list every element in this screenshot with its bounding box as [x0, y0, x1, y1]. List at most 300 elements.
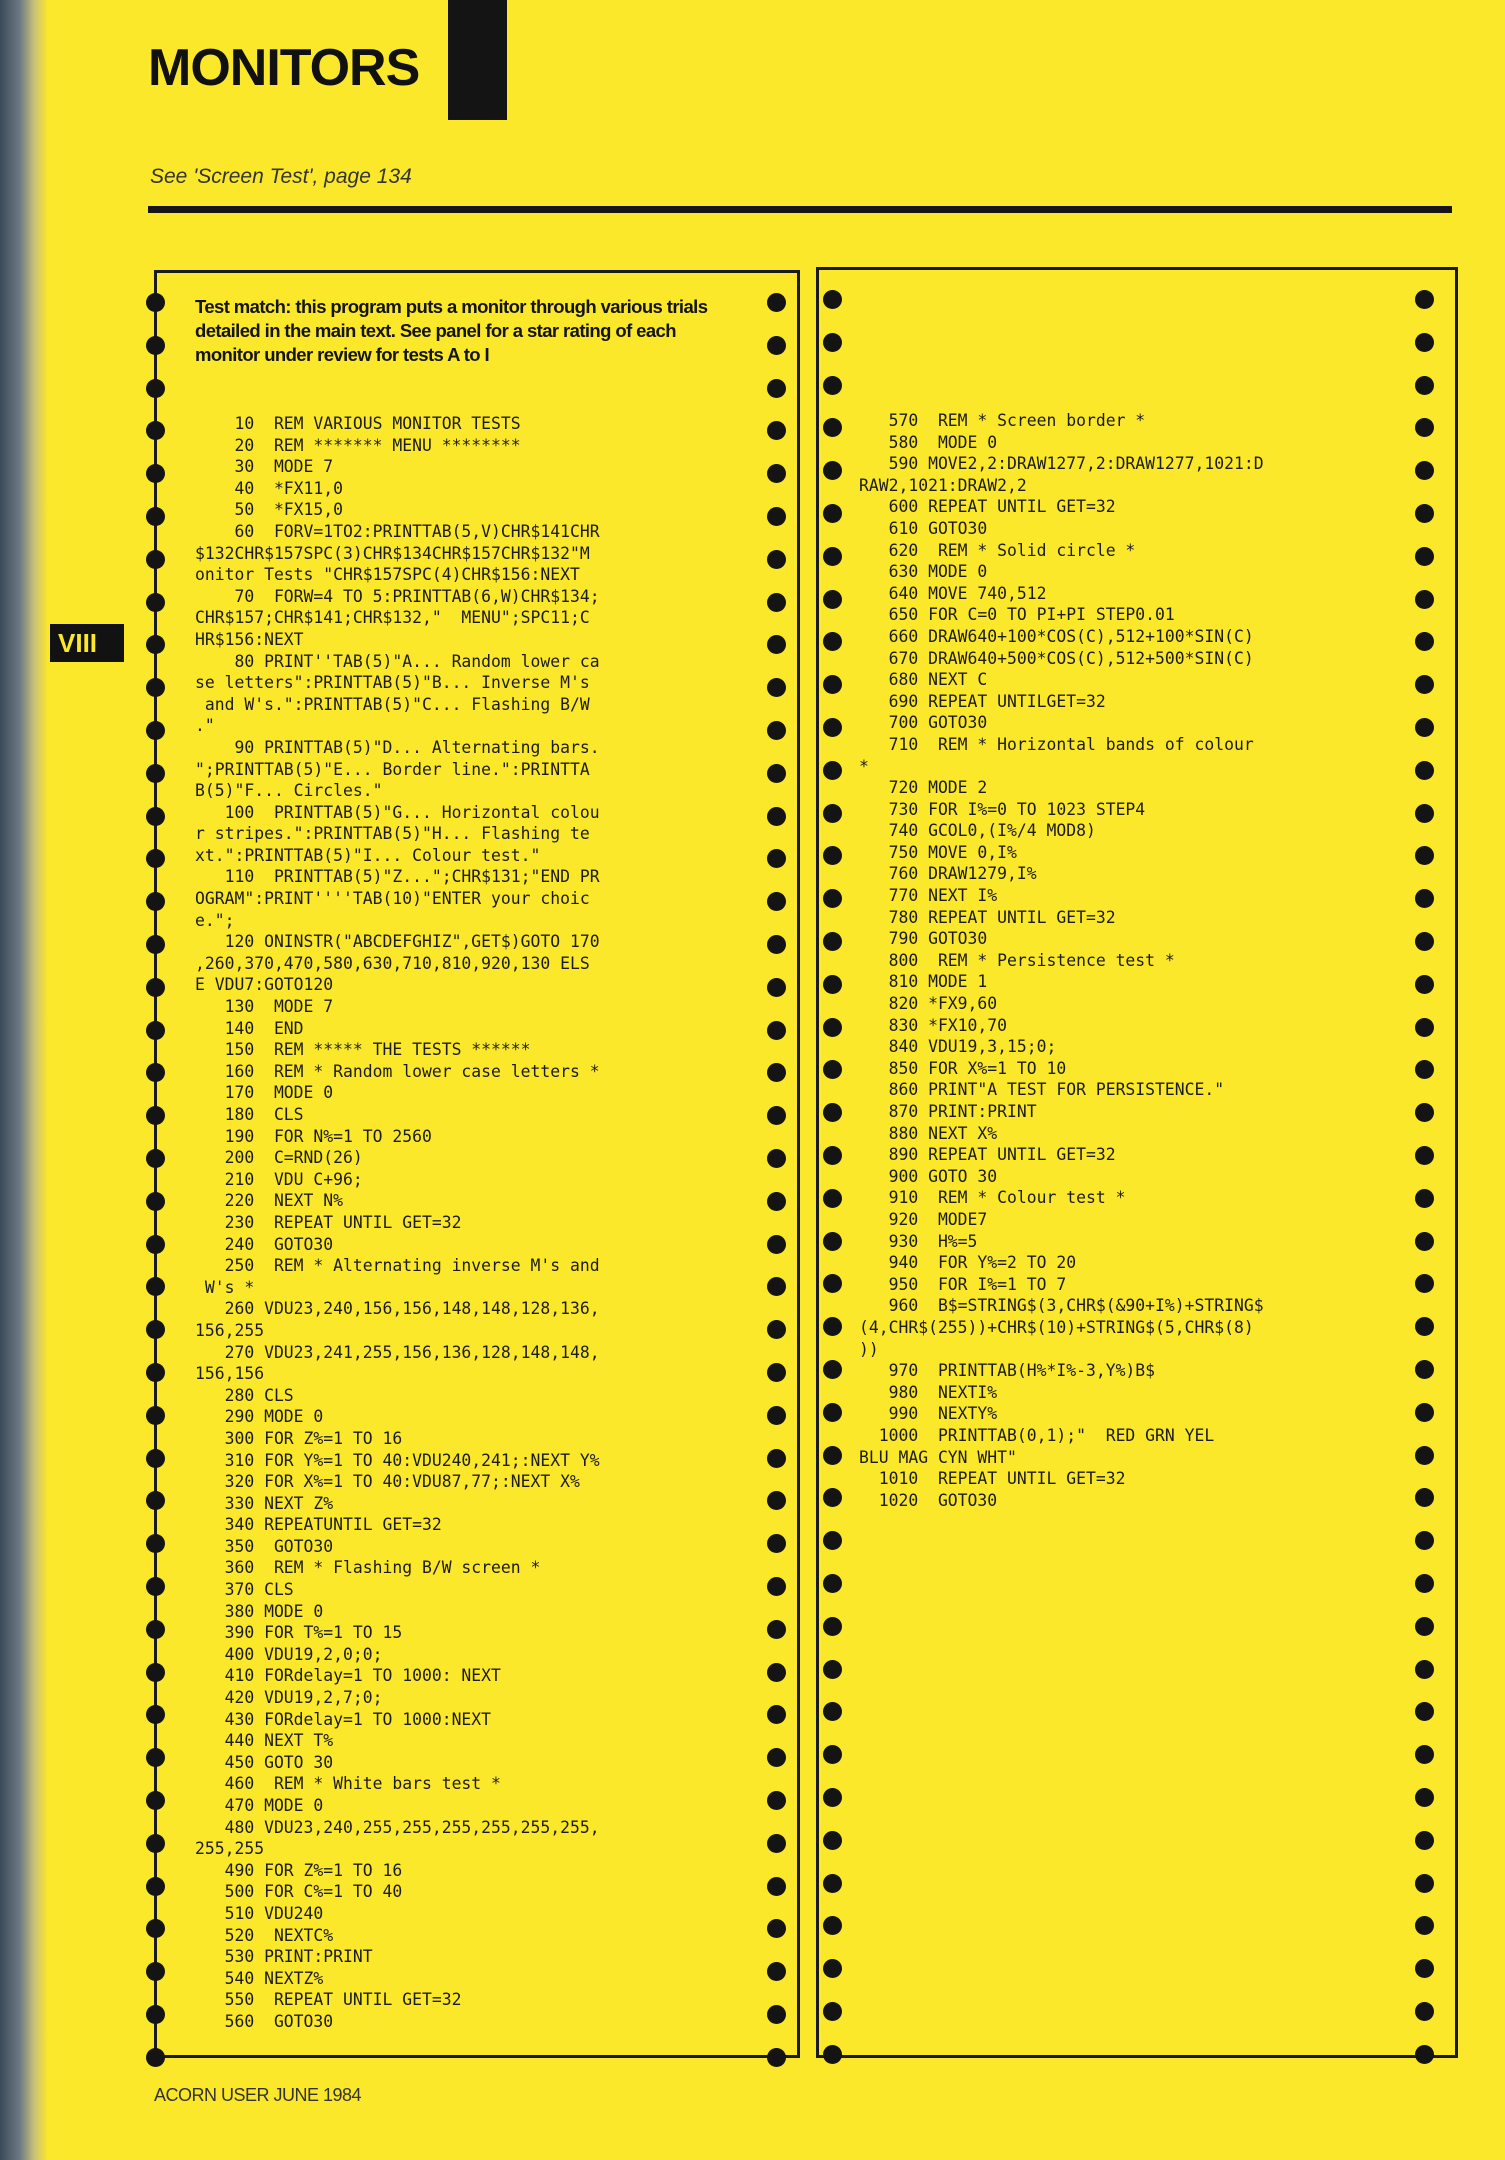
code-line: 950 FOR I%=1 TO 7 — [859, 1274, 1067, 1294]
sprocket-hole — [146, 379, 165, 398]
code-line: 530 PRINT:PRINT — [195, 1947, 373, 1967]
sprocket-hole — [1415, 1232, 1434, 1251]
sprocket-hole — [823, 590, 842, 609]
sprocket-hole — [1415, 1103, 1434, 1122]
sprocket-hole — [767, 1320, 786, 1339]
sprocket-hole — [1415, 1660, 1434, 1679]
sprocket-hole — [146, 635, 165, 654]
code-line: 960 B$=STRING$(3,CHR$(&90+I%)+STRING$ — [859, 1296, 1264, 1316]
code-line: 255,255 — [195, 1839, 265, 1859]
sprocket-hole — [1415, 1488, 1434, 1507]
code-line: 150 REM ***** THE TESTS ****** — [195, 1040, 531, 1060]
code-line: 680 NEXT C — [859, 670, 988, 690]
code-line: 470 MODE 0 — [195, 1796, 324, 1815]
code-line: 1010 REPEAT UNTIL GET=32 — [859, 1469, 1126, 1489]
sprocket-hole — [767, 1106, 786, 1125]
sprocket-hole — [1415, 1916, 1434, 1935]
code-line: e."; — [195, 910, 235, 930]
sprocket-hole — [823, 846, 842, 865]
sprocket-hole — [1415, 932, 1434, 951]
sprocket-hole — [146, 1320, 165, 1339]
code-line: 770 NEXT I% — [859, 886, 998, 906]
sprocket-holes-right — [1415, 270, 1439, 2055]
code-line: se letters":PRINTTAB(5)"B... Inverse M's — [195, 673, 590, 693]
code-line: 20 REM ******* MENU ******** — [195, 435, 521, 455]
sprocket-hole — [1415, 1788, 1434, 1807]
code-line: 280 CLS — [195, 1385, 294, 1405]
sprocket-hole — [767, 1919, 786, 1938]
sprocket-hole — [146, 1406, 165, 1425]
sprocket-hole — [823, 889, 842, 908]
code-line: 570 REM * Screen border * — [859, 411, 1146, 430]
sprocket-hole — [1415, 1831, 1434, 1850]
sprocket-hole — [823, 675, 842, 694]
sprocket-hole — [823, 1745, 842, 1764]
sprocket-hole — [1415, 675, 1434, 694]
sprocket-hole — [823, 547, 842, 566]
sprocket-hole — [1415, 1189, 1434, 1208]
sprocket-hole — [146, 1106, 165, 1125]
code-line: 156,156 — [195, 1364, 265, 1384]
sprocket-hole — [1415, 1959, 1434, 1978]
sprocket-hole — [1415, 2045, 1434, 2064]
sprocket-hole — [1415, 718, 1434, 737]
listing-panel-right — [816, 267, 1458, 2058]
code-line: 540 NEXTZ% — [195, 1968, 324, 1988]
sprocket-hole — [767, 336, 786, 355]
code-line: 140 END — [195, 1018, 304, 1038]
code-line: 780 REPEAT UNTIL GET=32 — [859, 907, 1116, 927]
sprocket-hole — [146, 1577, 165, 1596]
section-marker-bar — [448, 0, 507, 120]
code-line: 870 PRINT:PRINT — [859, 1102, 1037, 1121]
code-line: 156,255 — [195, 1320, 265, 1340]
sprocket-hole — [1415, 461, 1434, 480]
sprocket-hole — [767, 1277, 786, 1296]
sprocket-hole — [823, 1446, 842, 1465]
sprocket-hole — [146, 1534, 165, 1553]
code-line: 40 *FX11,0 — [195, 478, 344, 498]
sprocket-hole — [1415, 1060, 1434, 1079]
sprocket-hole — [146, 507, 165, 526]
sprocket-hole — [823, 1959, 842, 1978]
sprocket-hole — [823, 461, 842, 480]
sprocket-hole — [823, 975, 842, 994]
sprocket-hole — [146, 336, 165, 355]
sprocket-hole — [823, 2002, 842, 2021]
sprocket-hole — [1415, 1531, 1434, 1550]
sprocket-hole — [767, 1877, 786, 1896]
sprocket-hole — [767, 293, 786, 312]
code-line: 210 VDU C+96; — [195, 1169, 363, 1189]
sprocket-hole — [146, 1449, 165, 1468]
sprocket-hole — [823, 1103, 842, 1122]
code-line: 270 VDU23,241,255,156,136,128,148,148, — [195, 1342, 600, 1362]
sprocket-hole — [1415, 1146, 1434, 1165]
code-line: 420 VDU19,2,7;0; — [195, 1688, 383, 1708]
code-line: 360 REM * Flashing B/W screen * — [195, 1558, 541, 1578]
code-line: 330 NEXT Z% — [195, 1493, 334, 1513]
sprocket-hole — [767, 935, 786, 954]
sprocket-hole — [1415, 889, 1434, 908]
code-listing-right — [859, 410, 1264, 1511]
sprocket-hole — [823, 1360, 842, 1379]
sprocket-hole — [146, 1834, 165, 1853]
code-line: 200 C=RND(26) — [195, 1148, 363, 1168]
sprocket-hole — [767, 550, 786, 569]
sprocket-hole — [823, 1531, 842, 1550]
code-line: RAW2,1021:DRAW2,2 — [859, 475, 1027, 495]
sprocket-hole — [767, 1063, 786, 1082]
code-line: 760 DRAW1279,I% — [859, 864, 1037, 884]
sprocket-hole — [146, 1705, 165, 1724]
code-line: 920 MODE7 — [859, 1209, 988, 1229]
sprocket-hole — [146, 678, 165, 697]
code-line: 500 FOR C%=1 TO 40 — [195, 1882, 403, 1902]
code-line: (4,CHR$(255))+CHR$(10)+STRING$(5,CHR$(8) — [859, 1317, 1254, 1337]
code-line: 590 MOVE2,2:DRAW1277,2:DRAW1277,1021:D — [859, 454, 1264, 474]
code-line: 550 REPEAT UNTIL GET=32 — [195, 1990, 462, 2010]
sprocket-hole — [823, 1146, 842, 1165]
sprocket-hole — [1415, 376, 1434, 395]
sprocket-hole — [146, 978, 165, 997]
sprocket-hole — [146, 1063, 165, 1082]
code-line: 100 PRINTTAB(5)"G... Horizontal colou — [195, 802, 600, 822]
sprocket-hole — [823, 1189, 842, 1208]
code-line: 80 PRINT''TAB(5)"A... Random lower ca — [195, 651, 600, 671]
code-line: 70 FORW=4 TO 5:PRINTTAB(6,W)CHR$134; — [195, 586, 600, 606]
code-line: 290 MODE 0 — [195, 1407, 324, 1427]
sprocket-hole — [1415, 333, 1434, 352]
sprocket-hole — [823, 1060, 842, 1079]
page-tab: VIII — [50, 624, 124, 662]
sprocket-hole — [767, 1962, 786, 1981]
sprocket-hole — [767, 1021, 786, 1040]
code-line: 300 FOR Z%=1 TO 16 — [195, 1428, 403, 1448]
code-line: 1020 GOTO30 — [859, 1490, 998, 1510]
code-line: 720 MODE 2 — [859, 778, 988, 798]
sprocket-hole — [146, 1748, 165, 1767]
sprocket-hole — [146, 1491, 165, 1510]
sprocket-hole — [1415, 290, 1434, 309]
sprocket-hole — [767, 464, 786, 483]
code-line: 930 H%=5 — [859, 1231, 978, 1251]
sprocket-hole — [823, 1488, 842, 1507]
sprocket-hole — [1415, 1317, 1434, 1336]
sprocket-hole — [823, 333, 842, 352]
code-line: B(5)"F... Circles." — [195, 781, 383, 801]
sprocket-hole — [146, 1021, 165, 1040]
sprocket-hole — [1415, 632, 1434, 651]
sprocket-hole — [823, 1274, 842, 1293]
code-line: 350 GOTO30 — [195, 1536, 334, 1556]
sprocket-hole — [1415, 846, 1434, 865]
code-line: 980 NEXTI% — [859, 1382, 998, 1402]
code-line: 620 REM * Solid circle * — [859, 540, 1136, 560]
sprocket-hole — [1415, 1446, 1434, 1465]
sprocket-hole — [146, 593, 165, 612]
code-line: BLU MAG CYN WHT" — [859, 1447, 1017, 1467]
code-line: 850 FOR X%=1 TO 10 — [859, 1058, 1067, 1078]
code-line: 940 FOR Y%=2 TO 20 — [859, 1253, 1077, 1273]
sprocket-hole — [823, 290, 842, 309]
code-line: 910 REM * Colour test * — [859, 1188, 1126, 1208]
code-listing-left — [195, 413, 600, 2033]
code-line: 890 REPEAT UNTIL GET=32 — [859, 1145, 1116, 1165]
sprocket-hole — [146, 1149, 165, 1168]
code-line: 240 GOTO30 — [195, 1234, 334, 1254]
listing-panel-left — [154, 270, 800, 2058]
code-line: 450 GOTO 30 — [195, 1752, 334, 1772]
code-line: ,260,370,470,580,630,710,810,920,130 ELS — [195, 953, 590, 973]
sprocket-hole — [767, 2048, 786, 2067]
code-line: 400 VDU19,2,0;0; — [195, 1644, 383, 1664]
code-line: 480 VDU23,240,255,255,255,255,255,255, — [195, 1817, 600, 1837]
code-line: 490 FOR Z%=1 TO 16 — [195, 1860, 403, 1880]
sprocket-hole — [1415, 1745, 1434, 1764]
sprocket-hole — [1415, 418, 1434, 437]
sprocket-hole — [823, 1317, 842, 1336]
sprocket-hole — [767, 421, 786, 440]
code-line: 730 FOR I%=0 TO 1023 STEP4 — [859, 799, 1146, 819]
code-line: 650 FOR C=0 TO PI+PI STEP0.01 — [859, 605, 1175, 625]
sprocket-hole — [823, 1788, 842, 1807]
sprocket-hole — [823, 1831, 842, 1850]
sprocket-hole — [767, 678, 786, 697]
code-line: 790 GOTO30 — [859, 929, 988, 949]
code-line: 440 NEXT T% — [195, 1731, 334, 1751]
sprocket-hole — [146, 764, 165, 783]
sprocket-hole — [146, 550, 165, 569]
code-line: 390 FOR T%=1 TO 15 — [195, 1623, 403, 1643]
code-line: 560 GOTO30 — [195, 2011, 334, 2031]
sprocket-hole — [767, 1705, 786, 1724]
sprocket-hole — [146, 1235, 165, 1254]
sprocket-hole — [767, 1149, 786, 1168]
sprocket-hole — [823, 1574, 842, 1593]
sprocket-hole — [823, 1232, 842, 1251]
sprocket-hole — [1415, 1874, 1434, 1893]
code-line: 740 GCOL0,(I%/4 MOD8) — [859, 821, 1096, 841]
sprocket-holes-left — [823, 270, 847, 2055]
sprocket-hole — [1415, 547, 1434, 566]
code-line: 830 *FX10,70 — [859, 1015, 1008, 1035]
sprocket-hole — [767, 1748, 786, 1767]
sprocket-hole — [823, 1018, 842, 1037]
sprocket-hole — [823, 418, 842, 437]
code-line: 750 MOVE 0,I% — [859, 842, 1017, 862]
sprocket-hole — [146, 1962, 165, 1981]
sprocket-hole — [1415, 1617, 1434, 1636]
sprocket-hole — [823, 1702, 842, 1721]
code-line: 840 VDU19,3,15;0; — [859, 1037, 1057, 1057]
sprocket-hole — [767, 1577, 786, 1596]
code-line: 460 REM * White bars test * — [195, 1774, 501, 1794]
sprocket-hole — [767, 1449, 786, 1468]
code-line: 190 FOR N%=1 TO 2560 — [195, 1126, 432, 1146]
code-line: HR$156:NEXT — [195, 629, 304, 649]
sprocket-hole — [1415, 590, 1434, 609]
code-line: 690 REPEAT UNTILGET=32 — [859, 691, 1106, 711]
sprocket-hole — [146, 849, 165, 868]
sprocket-hole — [767, 1834, 786, 1853]
code-line: ";PRINTTAB(5)"E... Border line.":PRINTTA — [195, 759, 590, 779]
sprocket-hole — [823, 504, 842, 523]
sprocket-hole — [823, 1403, 842, 1422]
sprocket-hole — [1415, 1702, 1434, 1721]
sprocket-hole — [823, 932, 842, 951]
code-line: 60 FORV=1TO2:PRINTTAB(5,V)CHR$141CHR — [195, 521, 600, 541]
sprocket-hole — [146, 421, 165, 440]
code-line: 340 REPEATUNTIL GET=32 — [195, 1515, 442, 1535]
code-line: 90 PRINTTAB(5)"D... Alternating bars. — [195, 737, 600, 757]
code-line: E VDU7:GOTO120 — [195, 975, 334, 995]
sprocket-hole — [1415, 1403, 1434, 1422]
code-line: 610 GOTO30 — [859, 518, 988, 538]
code-line: r stripes.":PRINTTAB(5)"H... Flashing te — [195, 824, 590, 844]
sprocket-hole — [823, 376, 842, 395]
sprocket-hole — [1415, 804, 1434, 823]
code-line: 320 FOR X%=1 TO 40:VDU87,77;:NEXT X% — [195, 1472, 580, 1492]
code-line: 110 PRINTTAB(5)"Z...";CHR$131;"END PR — [195, 867, 600, 887]
sprocket-hole — [146, 1620, 165, 1639]
sprocket-hole — [146, 1919, 165, 1938]
sprocket-hole — [823, 761, 842, 780]
sprocket-hole — [1415, 761, 1434, 780]
code-line: * — [859, 756, 869, 776]
sprocket-hole — [146, 1277, 165, 1296]
code-line: CHR$157;CHR$141;CHR$132," MENU";SPC11;C — [195, 608, 590, 628]
see-also-reference: See 'Screen Test', page 134 — [150, 165, 412, 188]
code-line: 800 REM * Persistence test * — [859, 950, 1175, 970]
sprocket-hole — [767, 2005, 786, 2024]
code-line: 670 DRAW640+500*COS(C),512+500*SIN(C) — [859, 648, 1254, 668]
sprocket-hole — [1415, 1018, 1434, 1037]
code-line: 310 FOR Y%=1 TO 40:VDU240,241;:NEXT Y% — [195, 1450, 600, 1470]
sprocket-hole — [823, 2045, 842, 2064]
code-line: 120 ONINSTR("ABCDEFGHIZ",GET$)GOTO 170 — [195, 932, 600, 952]
code-line: 230 REPEAT UNTIL GET=32 — [195, 1212, 462, 1232]
code-line: 510 VDU240 — [195, 1903, 324, 1923]
code-line: 430 FORdelay=1 TO 1000:NEXT — [195, 1709, 492, 1729]
sprocket-hole — [767, 892, 786, 911]
sprocket-hole — [767, 1791, 786, 1810]
code-line: 580 MODE 0 — [859, 432, 998, 452]
code-line: 990 NEXTY% — [859, 1404, 998, 1424]
sprocket-holes-right — [767, 273, 791, 2055]
sprocket-hole — [767, 764, 786, 783]
code-line: 810 MODE 1 — [859, 972, 988, 992]
sprocket-hole — [146, 1192, 165, 1211]
code-line: 260 VDU23,240,156,156,148,148,128,136, — [195, 1299, 600, 1319]
code-line: 410 FORdelay=1 TO 1000: NEXT — [195, 1666, 501, 1686]
sprocket-hole — [767, 1192, 786, 1211]
sprocket-hole — [767, 1663, 786, 1682]
code-line: 30 MODE 7 — [195, 457, 334, 477]
sprocket-hole — [146, 1363, 165, 1382]
code-line: 10 REM VARIOUS MONITOR TESTS — [195, 414, 521, 433]
sprocket-hole — [767, 1491, 786, 1510]
code-line: 860 PRINT"A TEST FOR PERSISTENCE." — [859, 1080, 1225, 1100]
code-line: ." — [195, 716, 215, 736]
sprocket-hole — [767, 1620, 786, 1639]
sprocket-hole — [767, 1406, 786, 1425]
code-line: 160 REM * Random lower case letters * — [195, 1061, 600, 1081]
sprocket-hole — [146, 2005, 165, 2024]
sprocket-hole — [823, 1660, 842, 1679]
sprocket-hole — [1415, 504, 1434, 523]
sprocket-hole — [767, 721, 786, 740]
code-line: 600 REPEAT UNTIL GET=32 — [859, 497, 1116, 517]
sprocket-hole — [146, 721, 165, 740]
code-line: 130 MODE 7 — [195, 997, 334, 1017]
sprocket-hole — [823, 718, 842, 737]
code-line: 630 MODE 0 — [859, 562, 988, 582]
sprocket-hole — [146, 935, 165, 954]
code-line: 710 REM * Horizontal bands of colour — [859, 734, 1254, 754]
code-line: and W's.":PRINTTAB(5)"C... Flashing B/W — [195, 694, 590, 714]
sprocket-hole — [146, 293, 165, 312]
code-line: 970 PRINTTAB(H%*I%-3,Y%)B$ — [859, 1361, 1156, 1381]
code-line: 380 MODE 0 — [195, 1601, 324, 1621]
sprocket-hole — [146, 464, 165, 483]
code-line: 640 MOVE 740,512 — [859, 583, 1047, 603]
code-line: onitor Tests "CHR$157SPC(4)CHR$156:NEXT — [195, 565, 580, 585]
code-line: 660 DRAW640+100*COS(C),512+100*SIN(C) — [859, 626, 1254, 646]
sprocket-hole — [146, 1791, 165, 1810]
code-line: 880 NEXT X% — [859, 1123, 998, 1143]
code-line: 520 NEXTC% — [195, 1925, 334, 1945]
header-rule — [148, 206, 1452, 213]
sprocket-hole — [767, 635, 786, 654]
page-spine — [0, 0, 48, 2160]
sprocket-hole — [146, 1663, 165, 1682]
sprocket-hole — [146, 807, 165, 826]
sprocket-hole — [823, 804, 842, 823]
sprocket-hole — [1415, 1274, 1434, 1293]
sprocket-hole — [767, 1534, 786, 1553]
code-line: W's * — [195, 1277, 255, 1297]
code-line: 900 GOTO 30 — [859, 1166, 998, 1186]
code-line: xt.":PRINTTAB(5)"I... Colour test." — [195, 845, 541, 865]
sprocket-hole — [146, 2048, 165, 2067]
sprocket-hole — [1415, 2002, 1434, 2021]
sprocket-holes-left — [146, 273, 170, 2055]
sprocket-hole — [767, 507, 786, 526]
code-line: 250 REM * Alternating inverse M's and — [195, 1256, 600, 1276]
code-line: 1000 PRINTTAB(0,1);" RED GRN YEL — [859, 1425, 1215, 1445]
code-line: 170 MODE 0 — [195, 1083, 334, 1103]
sprocket-hole — [823, 1617, 842, 1636]
sprocket-hole — [767, 978, 786, 997]
sprocket-hole — [823, 1916, 842, 1935]
section-title: MONITORS — [148, 39, 420, 97]
footer-credit: ACORN USER JUNE 1984 — [154, 2085, 362, 2105]
code-line: )) — [859, 1339, 879, 1359]
sprocket-hole — [1415, 975, 1434, 994]
sprocket-hole — [767, 807, 786, 826]
code-line: $132CHR$157SPC(3)CHR$134CHR$157CHR$132"M — [195, 543, 590, 563]
code-line: 700 GOTO30 — [859, 713, 988, 733]
sprocket-hole — [146, 892, 165, 911]
code-line: OGRAM":PRINT''''TAB(10)"ENTER your choic — [195, 889, 590, 909]
sprocket-hole — [767, 1235, 786, 1254]
sprocket-hole — [767, 593, 786, 612]
code-line: 220 NEXT N% — [195, 1191, 344, 1211]
sprocket-hole — [146, 1877, 165, 1896]
code-line: 180 CLS — [195, 1105, 304, 1124]
code-line: 50 *FX15,0 — [195, 500, 344, 520]
